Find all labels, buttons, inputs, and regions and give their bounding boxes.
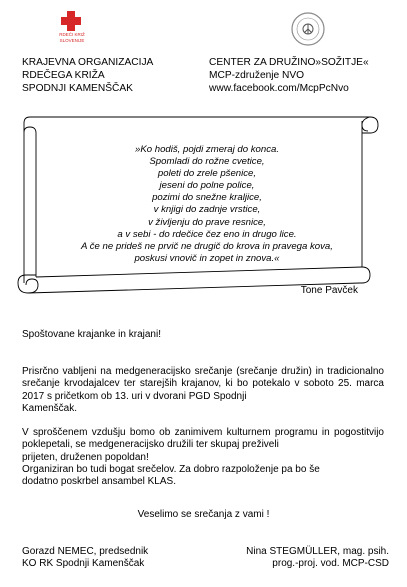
poem-line: »Ko hodiš, pojdi zmeraj do konca.: [135, 144, 279, 155]
poem-line: poskusi vnovič in zopet in znova.«: [134, 252, 280, 264]
poem-line: v življenju do prave resnice,: [148, 216, 266, 228]
signature-right-title: prog.-proj. vod. MCP-CSD: [272, 558, 389, 570]
greeting: Spoštovane krajanke in krajani!: [22, 329, 161, 340]
poem-line: v knjigi do zadnje vrstice,: [153, 204, 261, 216]
paragraph-raffle: [22, 464, 384, 489]
poem-line: poleti do zrele pšenice,: [157, 168, 257, 180]
signature-left-org: KO RK Spodnji Kamenščak: [22, 558, 145, 570]
red-cross-logo-text-top: RDEČI KRIŽ: [59, 32, 85, 37]
paragraph-program-end: prijeten, druženen popoldan!: [22, 451, 149, 463]
poem-line: A če ne prideš ne prvič ne drugič do krova in pravega kova,: [81, 240, 333, 252]
poem-line: jeseni do polne police,: [159, 180, 255, 192]
header-right: [209, 56, 369, 95]
paragraph-invitation-text: Prisrčno vabljeni na medgeneracijsko srečanje (srečanje družin) in tradicionalno srečanje krvodajalcev ter starejših krajanov, ki bo potekalo v soboto 25. marca 2017 s pričetkom ob 13. uri v dvorani PGD Spodnji: [22, 366, 384, 402]
paragraph-raffle-text: Organiziran bo tudi bogat srečelov. Za dobro razpoloženje pa bo še: [22, 464, 320, 475]
org-name-line-1: KRAJEVNA ORGANIZACIJA: [22, 57, 154, 68]
org-name-line-2: RDEČEGA KRIŽA: [22, 70, 105, 81]
closing-line: Veselimo se srečanja z vami !: [137, 509, 270, 520]
signature-right: [246, 546, 389, 571]
poem-line: a v sebi - do rdečice čez eno in drugo lice.: [117, 228, 297, 240]
paragraph-program: [22, 427, 384, 464]
paragraph-program-text: V sproščenem vzdušju bomo ob zanimivem kulturnem programu in pogostitvijo poklepetali, se medgeneracijsko družili ter skupaj preživeli: [22, 427, 384, 451]
paragraph-invitation-end: Kamenščak.: [22, 402, 78, 414]
center-name: CENTER ZA DRUŽINO»SOŽITJE«: [209, 57, 369, 68]
poem-line: Spomladi do rožne cvetice,: [149, 156, 265, 168]
center-facebook-link[interactable]: www.facebook.com/McpPcNvo: [209, 83, 349, 94]
red-cross-logo: [52, 8, 92, 48]
poem: [30, 144, 384, 265]
org-name-line-3: SPODNJI KAMENŠČAK: [22, 83, 133, 94]
center-association: MCP-združenje NVO: [209, 70, 305, 81]
red-cross-logo-text-bottom: SLOVENIJE: [59, 38, 85, 43]
poem-line: pozimi do snežne kraljice,: [152, 192, 262, 204]
signature-left-name: Gorazd NEMEC, predsednik: [22, 546, 149, 557]
paragraph-invitation: [22, 366, 384, 415]
peace-seal-icon: [290, 11, 326, 47]
signature-left: [22, 546, 148, 571]
signature-right-name: Nina STEGMÜLLER, mag. psih.: [246, 546, 389, 557]
mcp-seal-logo: [290, 11, 326, 47]
poem-author: Tone Pavček: [300, 285, 358, 296]
header-left: [22, 56, 153, 95]
paragraph-raffle-end: dodatno poskrbel ansambel KLAS.: [22, 476, 176, 488]
